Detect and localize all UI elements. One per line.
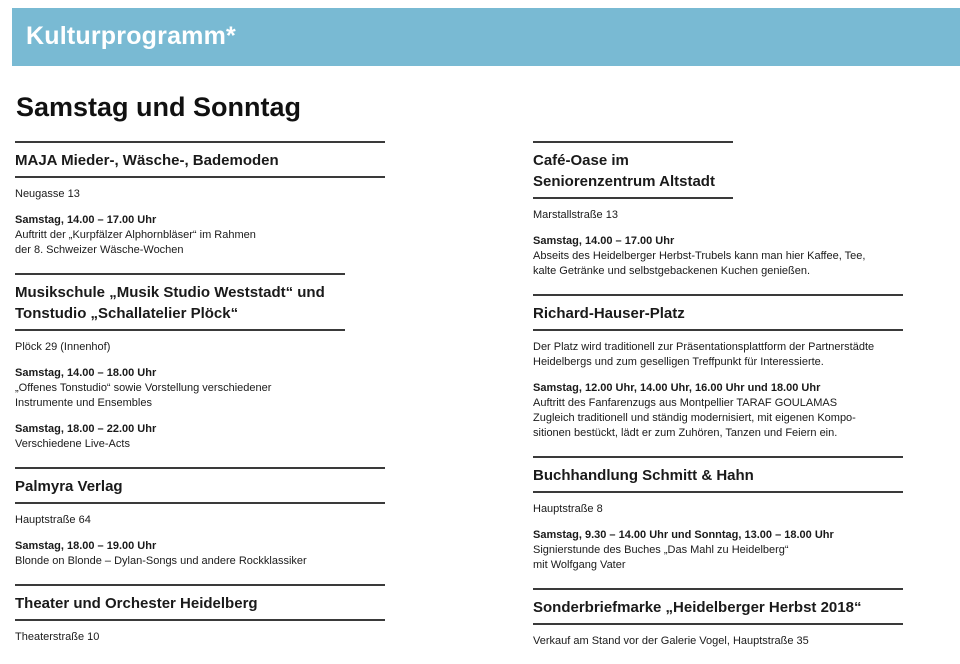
event-entry: [15, 366, 385, 411]
banner-title: Kulturprogramm*: [26, 22, 236, 50]
event-time: Samstag, 18.00 – 19.00 Uhr: [15, 540, 157, 552]
left-column: [15, 141, 385, 660]
event-description: Verschiedene Live-Acts: [15, 438, 130, 450]
event-time: Samstag, 9.30 – 14.00 Uhr und Sonntag, 13.00 – 18.00 Uhr: [533, 529, 834, 541]
section-palmyra: [15, 467, 385, 584]
section-address: Plöck 29 (Innenhof): [15, 341, 111, 353]
section-cafe-oase: [533, 141, 903, 294]
event-description: „Offenes Tonstudio“ sowie Vorstellung verschiedener Instrumente und Ensembles: [15, 382, 272, 409]
event-description: Auftritt der „Kurpfälzer Alphornbläser“ im Rahmen der 8. Schweizer Wäsche-Wochen: [15, 229, 256, 256]
event-entry: [15, 213, 385, 258]
event-entry: [533, 528, 903, 573]
section-title: Musikschule „Musik Studio Weststadt“ und Tonstudio „Schallatelier Plöck“: [15, 273, 345, 331]
event-description: Signierstunde des Buches „Das Mahl zu Heidelberg“ mit Wolfgang Vater: [533, 544, 789, 571]
header-banner: [12, 8, 960, 66]
section-maja: [15, 141, 385, 273]
event-entry: [15, 539, 385, 569]
event-entry: [533, 381, 903, 441]
section-address: Neugasse 13: [15, 188, 80, 200]
event-entry: [15, 422, 385, 452]
event-description: Auftritt des Fanfarenzugs aus Montpellier TARAF GOULAMAS Zugleich traditionell und ständig modernisiert, mit eigenen Kompo- sitionen bestückt, lädt er zum Zuhören, Tanzen und Feiern ein.: [533, 397, 856, 439]
section-address: Theaterstraße 10: [15, 631, 100, 643]
page-title: Samstag und Sonntag: [16, 92, 302, 122]
section-address: Hauptstraße 64: [15, 514, 91, 526]
event-description: Blonde on Blonde – Dylan-Songs und andere Rockklassiker: [15, 555, 307, 567]
section-title: Café-Oase im Seniorenzentrum Altstadt: [533, 141, 733, 199]
section-address: Marstallstraße 13: [533, 209, 618, 221]
section-richard-hauser-platz: [533, 294, 903, 456]
section-musikschule: [15, 273, 385, 467]
section-title: Sonderbriefmarke „Heidelberger Herbst 2018“: [533, 588, 903, 625]
right-column: [533, 141, 903, 664]
event-time: Samstag, 12.00 Uhr, 14.00 Uhr, 16.00 Uhr und 18.00 Uhr: [533, 382, 821, 394]
section-buchhandlung: [533, 456, 903, 588]
section-title: Theater und Orchester Heidelberg: [15, 584, 385, 621]
event-time: Samstag, 14.00 – 17.00 Uhr: [15, 214, 157, 226]
section-title: Richard-Hauser-Platz: [533, 294, 903, 331]
section-title: Palmyra Verlag: [15, 467, 385, 504]
section-sonderbriefmarke: [533, 588, 903, 664]
event-time: Samstag, 18.00 – 22.00 Uhr: [15, 423, 157, 435]
event-entry: [533, 234, 903, 279]
section-intro: Der Platz wird traditionell zur Präsentationsplattform der Partnerstädte Heidelbergs und zum geselligen Treffpunkt für Interessierte.: [533, 341, 875, 368]
event-description: Abseits des Heidelberger Herbst-Trubels kann man hier Kaffee, Tee, kalte Getränke und selbstgebackenen Kuchen genießen.: [533, 250, 866, 277]
section-address: Hauptstraße 8: [533, 503, 603, 515]
event-time: Samstag, 14.00 – 17.00 Uhr: [533, 235, 675, 247]
section-theater: [15, 584, 385, 660]
event-time: Samstag, 14.00 – 18.00 Uhr: [15, 367, 157, 379]
section-intro: Verkauf am Stand vor der Galerie Vogel, Hauptstraße 35: [533, 635, 809, 647]
section-title: MAJA Mieder-, Wäsche-, Bademoden: [15, 141, 385, 178]
section-title: Buchhandlung Schmitt & Hahn: [533, 456, 903, 493]
